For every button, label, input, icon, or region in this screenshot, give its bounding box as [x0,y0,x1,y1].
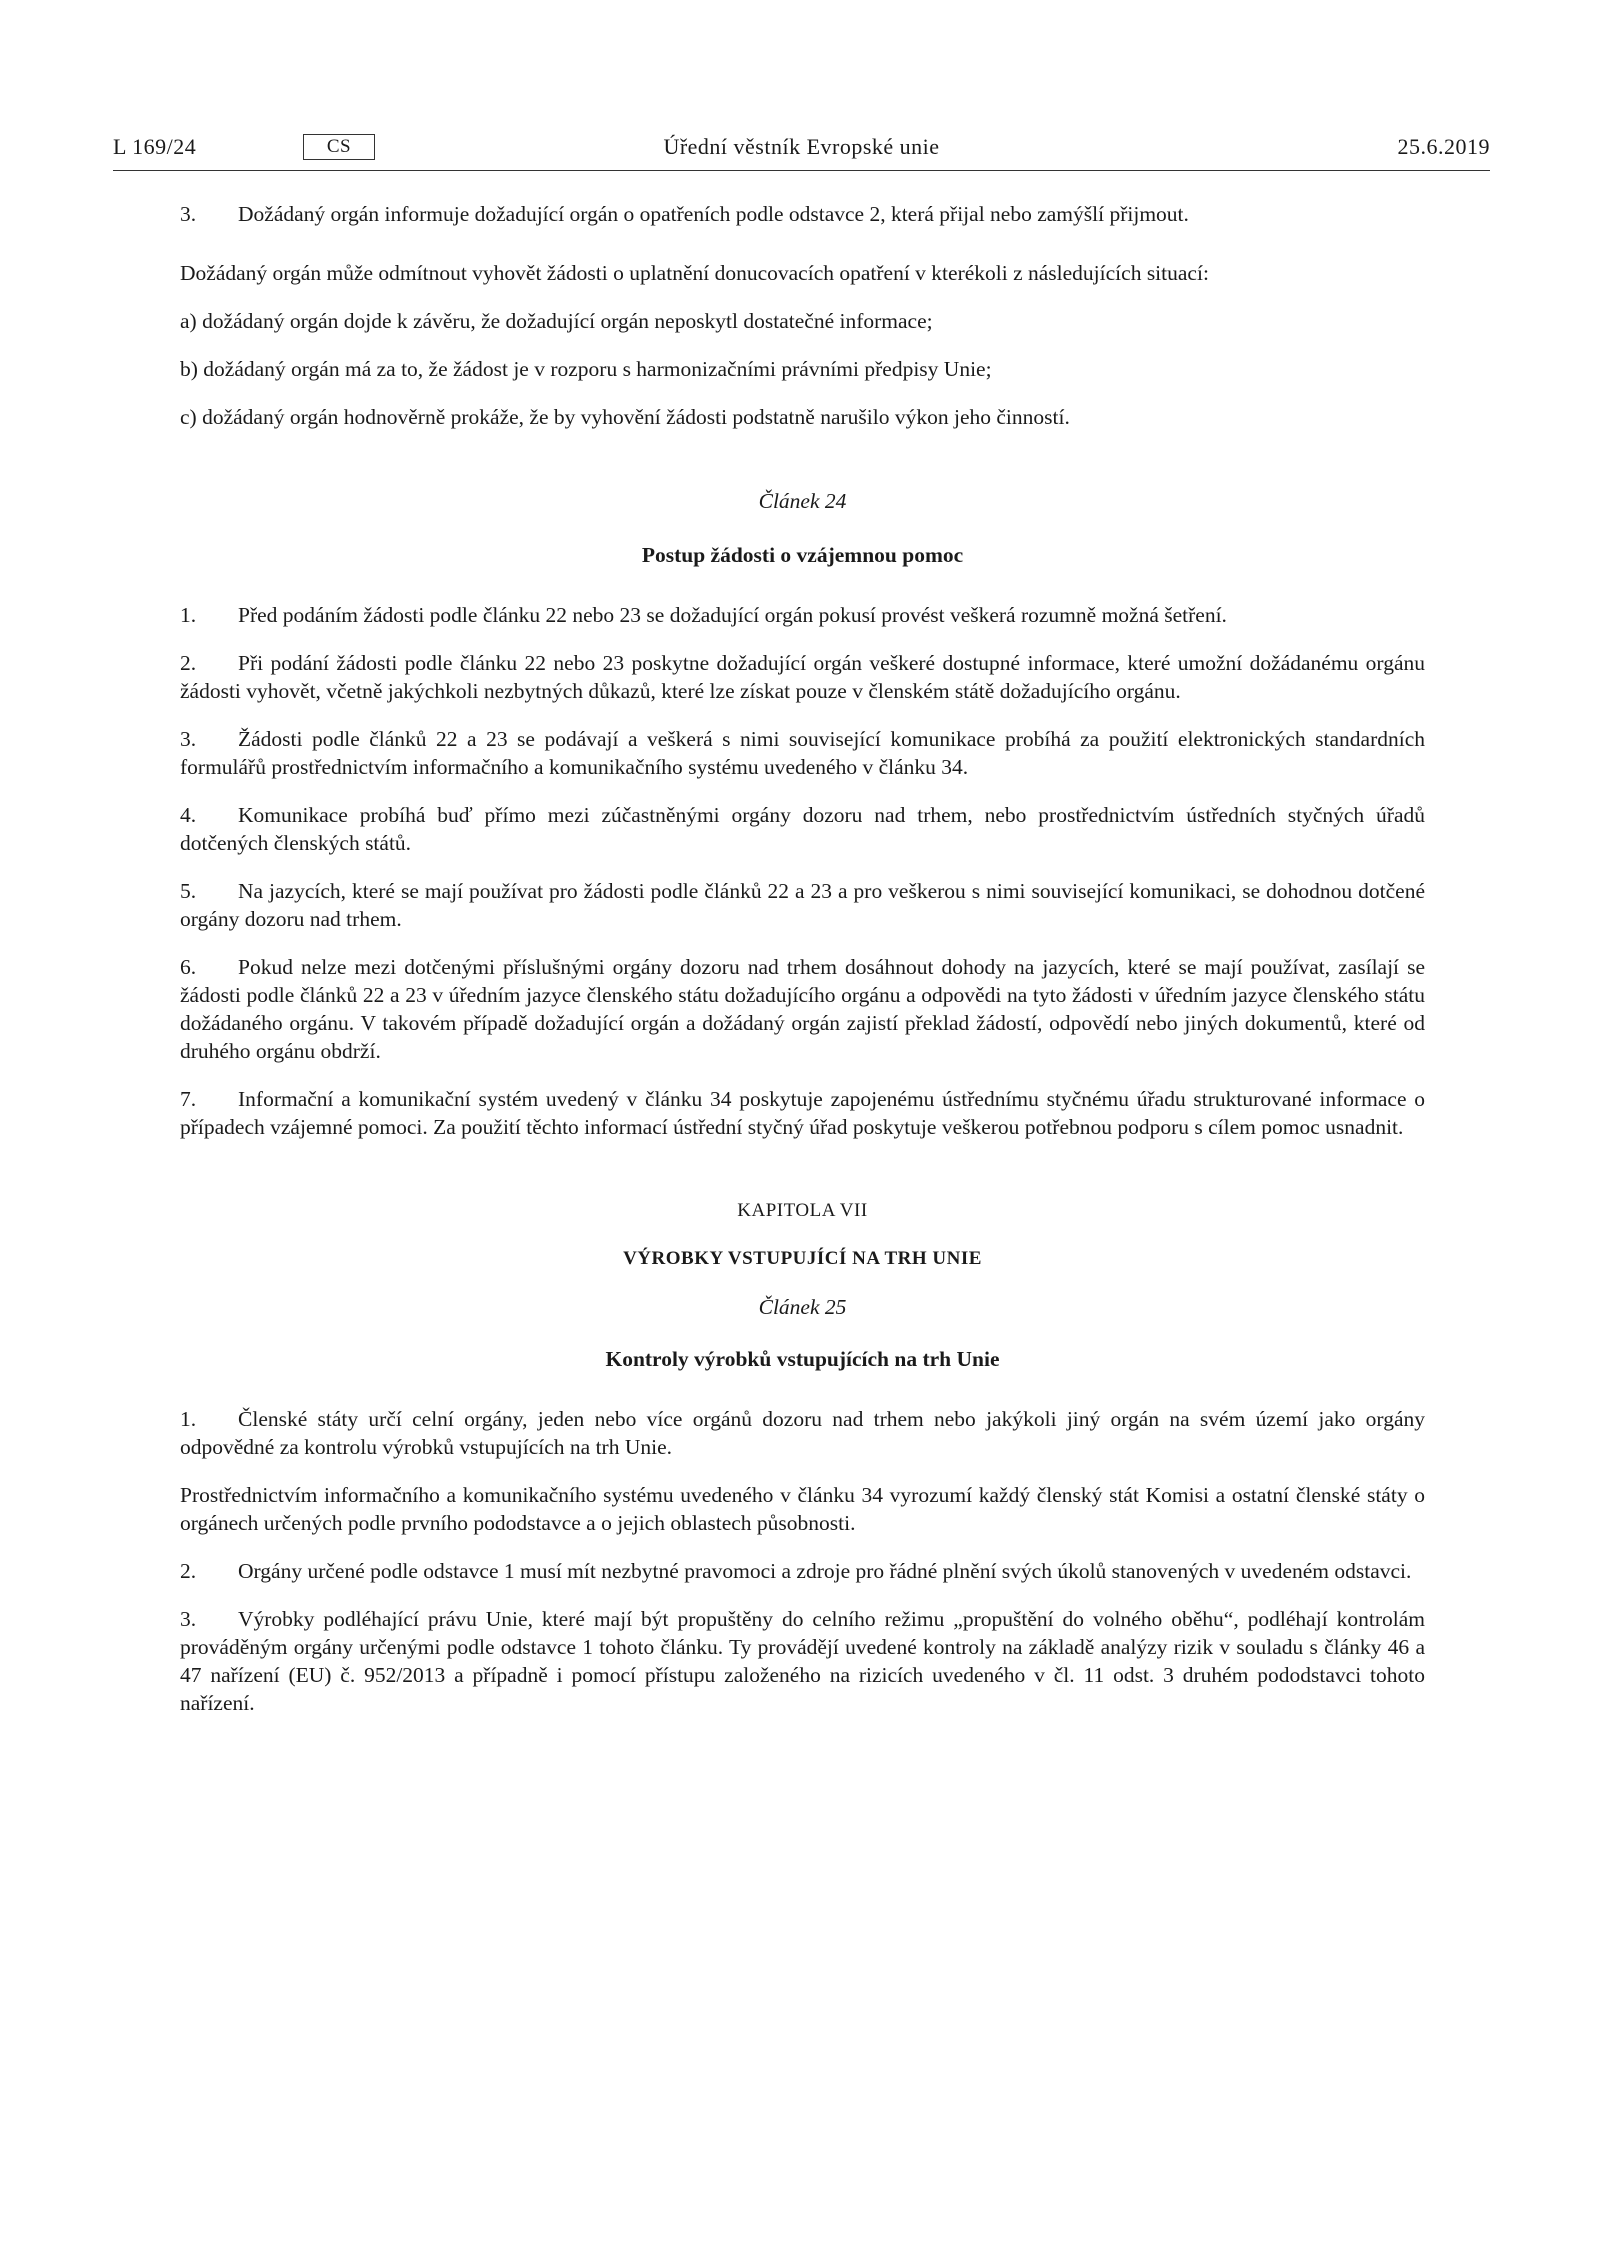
paragraph: 7. Informační a komunikační systém uvedený v článku 34 poskytuje zapojenému ústřednímu styčnému úřadu strukturované informace o případech vzájemné pomoci. Za použití těchto informací ústřední styčný úřad poskytuje veškerou potřebnou podporu s cílem pomoc usnadnit. [180,1087,1425,1139]
chapter-number: KAPITOLA VII [737,1200,868,1221]
article-number: Článek 24 [758,489,847,513]
article-title: Kontroly výrobků vstupujících na trh Unie [605,1347,1000,1371]
paragraph: 2. Orgány určené podle odstavce 1 musí mít nezbytné pravomoci a zdroje pro řádné plnění svých úkolů stanovených v uvedeném odstavci. [180,1559,1412,1583]
journal-title: Úřední věstník Evropské unie [663,134,940,159]
page-header [113,130,1490,171]
paragraph: 4. Komunikace probíhá buď přímo mezi zúčastněnými orgány dozoru nad trhem, nebo prostřednictvím ústředních styčných úřadů dotčených členských států. [180,803,1425,855]
paragraph: 1. Před podáním žádosti podle článku 22 nebo 23 se dožadující orgán pokusí provést veškerá rozumně možná šetření. [180,603,1227,627]
paragraph: 1. Členské státy určí celní orgány, jeden nebo více orgánů dozoru nad trhem nebo jakýkoli jiný orgán na svém území jako orgány odpovědné za kontrolu výrobků vstupujících na trh Unie. [180,1407,1425,1459]
paragraph: 3. Žádosti podle článků 22 a 23 se podávají a veškerá s nimi související komunikace probíhá za použití elektronických standardních formulářů prostřednictvím informačního a komunikačního systému uvedeného v článku 34. [180,727,1425,779]
paragraph: 6. Pokud nelze mezi dotčenými příslušnými orgány dozoru nad trhem dosáhnout dohody na jazycích, které se mají používat, zasílají se žádosti podle článků 22 a 23 v úředním jazyce členského státu dožadujícího orgánu a odpovědi na tyto žádosti v úředním jazyce členského státu dožádaného orgánu. V takovém případě dožadující orgán a dožádaný orgán zajistí překlad žádostí, odpovědí nebo jiných dokumentů, které od druhého orgánu obdrží. [180,955,1425,1063]
language-code-box: CS [303,134,375,160]
page-reference: L 169/24 [113,134,197,159]
paragraph: 5. Na jazycích, které se mají používat pro žádosti podle článků 22 a 23 a pro veškerou s nimi související komunikaci, se dohodnou dotčené orgány dozoru nad trhem. [180,879,1425,931]
chapter-title: VÝROBKY VSTUPUJÍCÍ NA TRH UNIE [623,1248,982,1269]
article-title: Postup žádosti o vzájemnou pomoc [641,543,964,567]
list-item: a) dožádaný orgán dojde k závěru, že dožadující orgán neposkytl dostatečné informace; [180,309,933,333]
list-item: b) dožádaný orgán má za to, že žádost je v rozporu s harmonizačními právními předpisy Unie; [180,357,992,381]
article-number: Článek 25 [758,1295,847,1319]
paragraph: 3. Výrobky podléhající právu Unie, které mají být propuštěny do celního režimu „propuštění do volného oběhu“, podléhají kontrolám prováděným orgány určenými podle odstavce 1 tohoto článku. Ty provádějí uvedené kontroly na základě analýzy rizik v souladu s články 46 a 47 nařízení (EU) č. 952/2013 a případně i pomocí přístupu založeného na rizicích uvedeného v čl. 11 odst. 3 druhém pododstavci tohoto nařízení. [180,1607,1425,1715]
paragraph: 2. Při podání žádosti podle článku 22 nebo 23 poskytne dožadující orgán veškeré dostupné informace, které umožní dožádanému orgánu žádosti vyhovět, včetně jakýchkoli nezbytných důkazů, které lze získat pouze v členském státě dožadujícího orgánu. [180,651,1425,703]
list-item: c) dožádaný orgán hodnověrně prokáže, že by vyhovění žádosti podstatně narušilo výkon jeho činností. [180,405,1070,429]
paragraph: 3. Dožádaný orgán informuje dožadující orgán o opatřeních podle odstavce 2, která přijal nebo zamýšlí přijmout. [180,202,1189,226]
publication-date: 25.6.2019 [1397,134,1490,159]
document-body [180,200,1425,1717]
paragraph: Dožádaný orgán může odmítnout vyhovět žádosti o uplatnění donucovacích opatření v kterékoli z následujících situací: [180,261,1209,285]
paragraph: Prostřednictvím informačního a komunikačního systému uvedeného v článku 34 vyrozumí každý členský stát Komisi a ostatní členské státy o orgánech určených podle prvního pododstavce a o jejich oblastech působnosti. [180,1483,1425,1535]
